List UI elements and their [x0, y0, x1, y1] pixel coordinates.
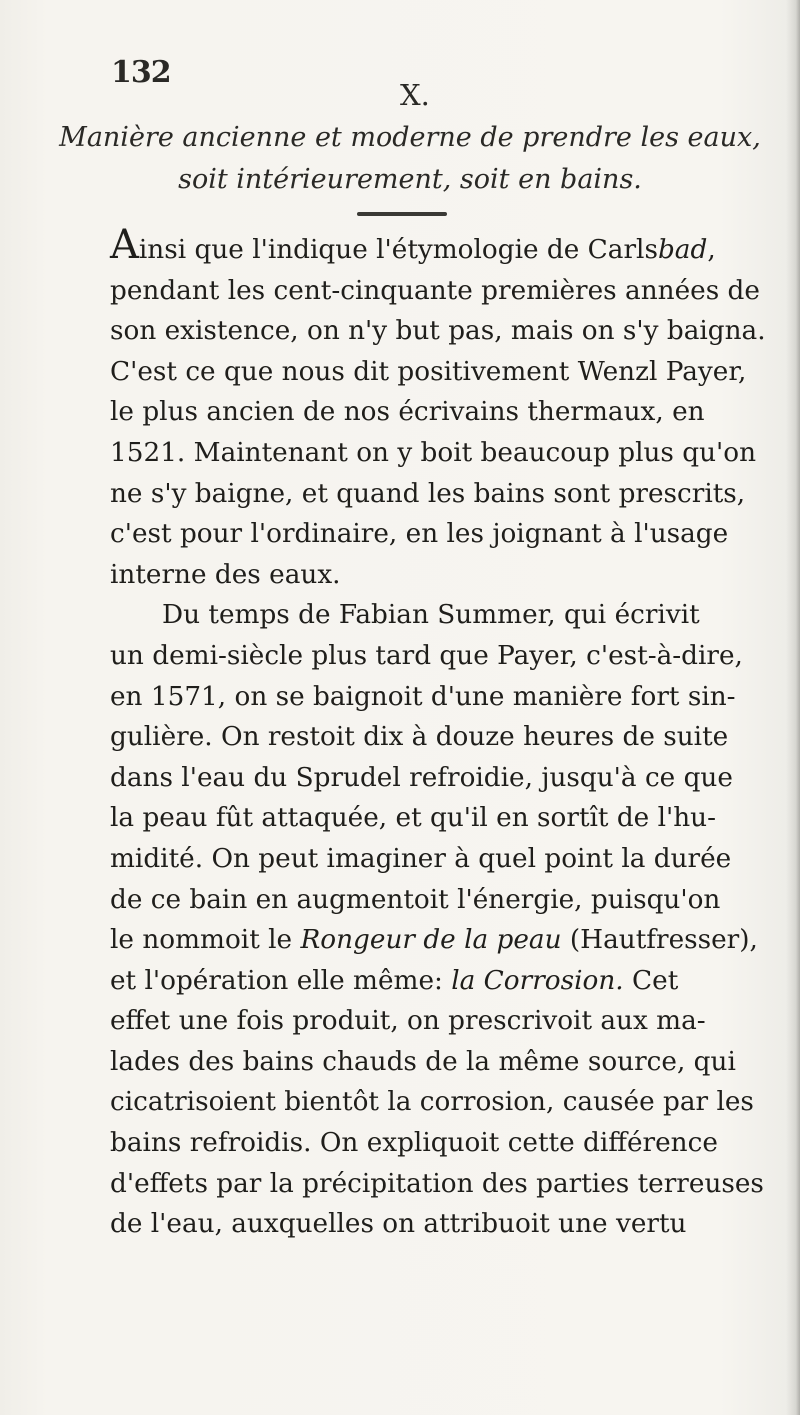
- text-line-content: d'effets par la précipitation des parties terreuses: [110, 1168, 764, 1199]
- text-line: [110, 636, 800, 677]
- section-heading-line-2: soit intérieurement, soit en bains.: [178, 164, 642, 195]
- text-line: [110, 222, 800, 271]
- text-line-content: pendant les cent-cinquante premières années de: [110, 275, 760, 306]
- heading-rule-divider: [357, 212, 447, 216]
- text-line: [110, 880, 800, 921]
- text-line-tail: (Hautfresser),: [561, 925, 758, 956]
- text-line: [110, 474, 800, 515]
- text-line-content: Du temps de Fabian Summer, qui écrivit: [162, 600, 700, 631]
- text-line: [110, 1042, 800, 1083]
- text-line-content: insi que l'indique l'étymologie de Carls: [138, 235, 658, 265]
- page-number: 132: [111, 55, 171, 90]
- text-line-content: le nommoit le: [110, 925, 301, 956]
- text-line: [110, 1001, 800, 1042]
- italic-phrase: la Corrosion.: [451, 965, 624, 996]
- text-line-content: effet une fois produit, on prescrivoit aux ma-: [110, 1006, 706, 1037]
- text-line: [110, 514, 800, 555]
- text-line-content: la peau fût attaquée, et qu'il en sortît de l'hu-: [110, 803, 716, 834]
- text-line: [110, 352, 800, 393]
- text-line: [110, 555, 800, 596]
- text-line: [110, 920, 800, 961]
- text-line: [110, 1204, 800, 1245]
- text-line-content: dans l'eau du Sprudel refroidie, jusqu'à ce que: [110, 762, 733, 793]
- text-line-content: de ce bain en augmentoit l'énergie, puisqu'on: [110, 884, 721, 915]
- text-line: [110, 392, 800, 433]
- text-line: [110, 961, 800, 1002]
- text-line-tail: ,: [707, 235, 716, 265]
- text-line-content: ne s'y baigne, et quand les bains sont prescrits,: [110, 478, 746, 509]
- text-line-content: lades des bains chauds de la même source, qui: [110, 1046, 736, 1077]
- text-line: [110, 1164, 800, 1205]
- italic-phrase: Rongeur de la peau: [300, 925, 562, 956]
- text-line: [110, 839, 800, 880]
- section-heading-line-1: Manière ancienne et moderne de prendre les eaux,: [59, 122, 761, 153]
- text-line-content: et l'opération elle même:: [110, 965, 452, 996]
- text-line-content: bains refroidis. On expliquoit cette différence: [110, 1128, 718, 1159]
- text-line: [110, 271, 800, 312]
- text-line: [110, 717, 800, 758]
- italic-phrase: bad: [657, 235, 708, 265]
- text-line: [110, 595, 800, 636]
- text-line: [110, 677, 800, 718]
- text-line-content: en 1571, on se baignoit d'une manière fort sin-: [110, 681, 736, 712]
- text-line: [110, 311, 800, 352]
- text-line-content: C'est ce que nous dit positivement Wenzl Payer,: [110, 356, 747, 387]
- section-number: X.: [400, 78, 430, 112]
- text-line: [110, 798, 800, 839]
- initial-letter: A: [110, 222, 139, 268]
- text-line-content: 1521. Maintenant on y boit beaucoup plus qu'on: [110, 437, 757, 468]
- text-line-content: son existence, on n'y but pas, mais on s'y baigna.: [110, 316, 766, 347]
- text-line-content: gulière. On restoit dix à douze heures de suite: [110, 722, 729, 753]
- text-line-content: un demi-siècle plus tard que Payer, c'est-à-dire,: [110, 640, 743, 671]
- text-line-content: de l'eau, auxquelles on attribuoit une vertu: [110, 1209, 687, 1240]
- text-line: [110, 758, 800, 799]
- text-line: [110, 1123, 800, 1164]
- text-line-content: le plus ancien de nos écrivains thermaux, en: [110, 397, 705, 428]
- text-line-content: interne des eaux.: [110, 559, 341, 590]
- text-line-content: c'est pour l'ordinaire, en les joignant à l'usage: [110, 519, 729, 550]
- text-line: [110, 433, 800, 474]
- text-line-content: cicatrisoient bientôt la corrosion, causée par les: [110, 1087, 754, 1118]
- text-line: [110, 1082, 800, 1123]
- body-text: [110, 222, 800, 1245]
- text-line-tail: Cet: [623, 965, 679, 996]
- text-line-content: midité. On peut imaginer à quel point la durée: [110, 843, 732, 874]
